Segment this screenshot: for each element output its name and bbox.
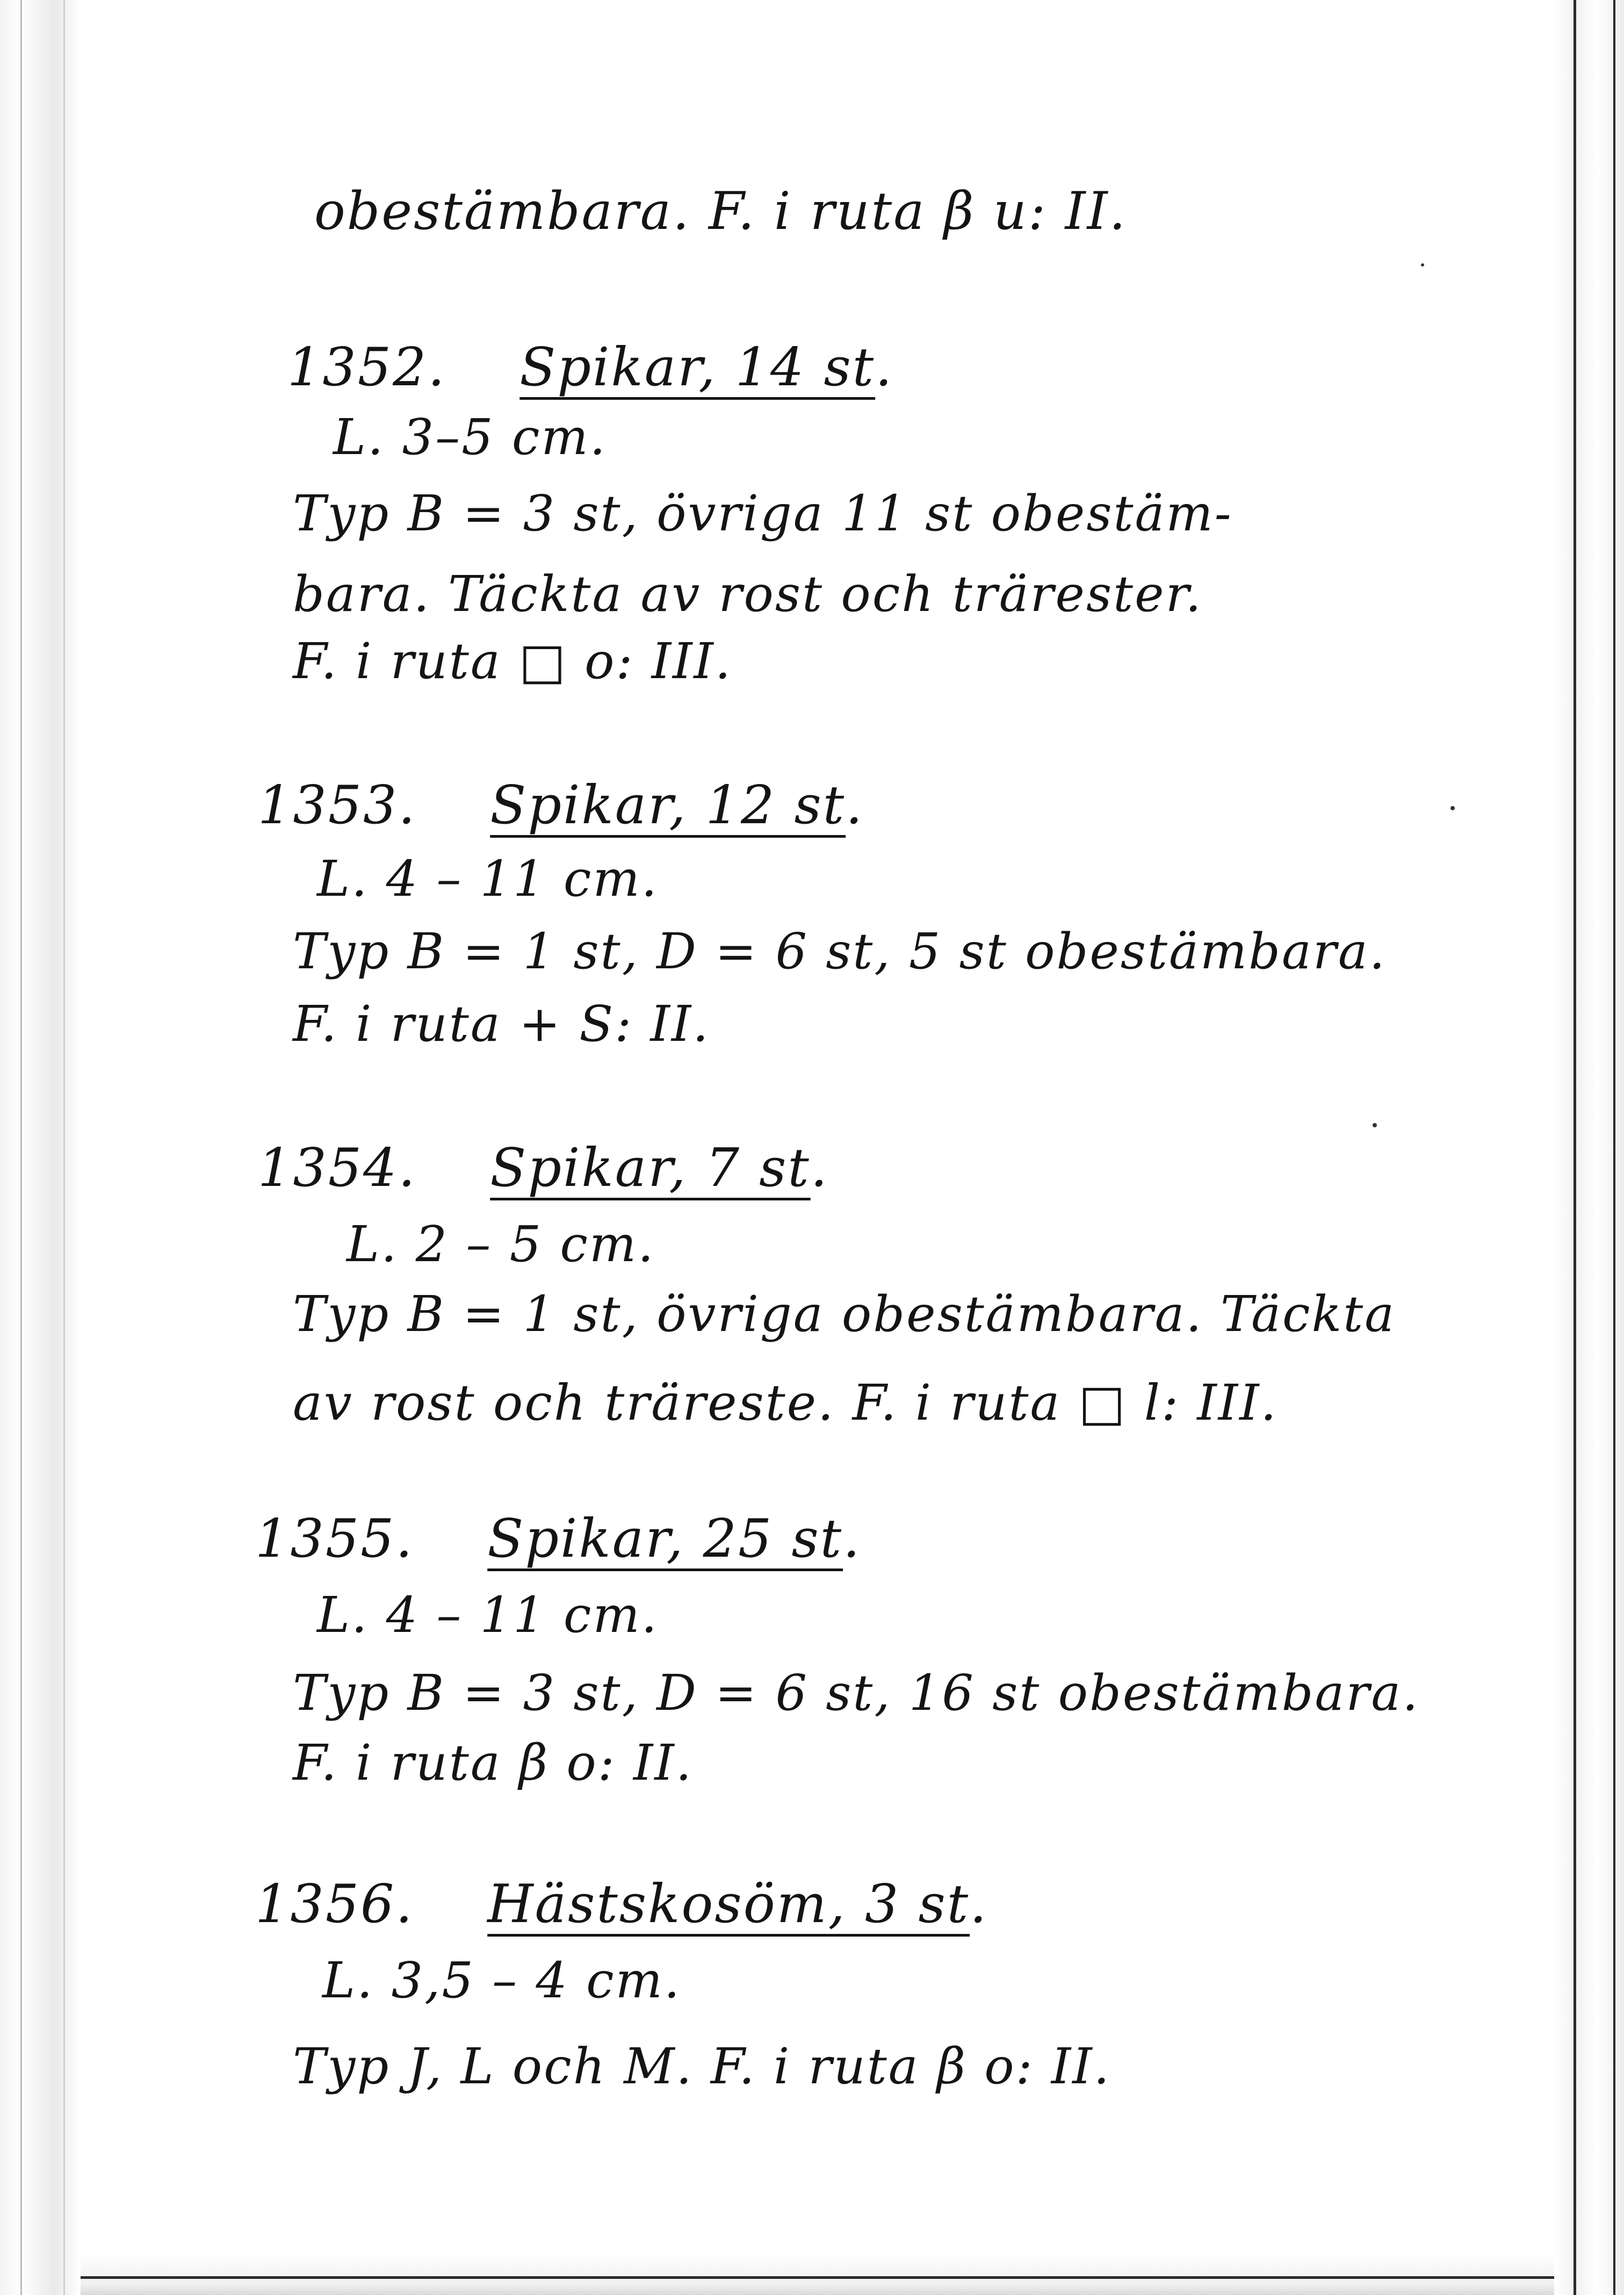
page-right-edge [1554,0,1624,2295]
entry-title-line [258,775,864,836]
entry-title-line [255,1874,988,1935]
page-bottom-edge [81,2252,1554,2295]
entry-text-line: Typ B = 3 st, övriga 11 st obestäm- [293,485,1233,542]
entry-text-line: F. i ruta + S: II. [293,995,710,1053]
page-left-edge [0,0,81,2295]
entry-text-line: F. i ruta □ o: III. [293,632,733,690]
entry-title-end: . [875,337,894,398]
entry-length: L. 4 – 11 cm. [317,850,659,908]
ink-speck [1373,1123,1377,1127]
entry-text-line: Typ B = 3 st, D = 6 st, 16 st obestämbara. [293,1664,1420,1722]
entry-title: Spikar, 25 st [487,1508,843,1570]
entry-title: Spikar, 14 st [519,337,876,398]
entry-length: L. 3–5 cm. [333,408,607,466]
entry-length: L. 4 – 11 cm. [317,1586,659,1644]
entry-text-line: Typ J, L och M. F. i ruta β o: II. [293,2038,1111,2095]
entry-title: Spikar, 12 st [490,775,846,836]
entry-text-line: Typ B = 1 st, övriga obestämbara. Täckta [293,1285,1396,1343]
entry-title-end: . [810,1138,829,1199]
entry-length: L. 3,5 – 4 cm. [322,1952,682,2009]
entry-title: Hästskosöm, 3 st [487,1874,970,1935]
entry-title-end: . [970,1874,988,1935]
entry-text-line: bara. Täckta av rost och trärester. [293,565,1203,623]
entry-title-line [287,337,894,398]
entry-text-line: F. i ruta β o: II. [293,1734,693,1792]
entry-text-line: Typ B = 1 st, D = 6 st, 5 st obestämbara. [293,923,1387,980]
entry-number: 1353. [258,775,417,836]
entry-number: 1355. [255,1508,414,1570]
entry-number: 1352. [287,337,446,398]
entry-title-end: . [843,1508,862,1570]
ink-speck [1450,806,1455,810]
entry-title-end: . [846,775,864,836]
ink-speck [1421,263,1424,267]
entry-title: Spikar, 7 st [490,1138,811,1199]
entry-number: 1354. [258,1138,417,1199]
entry-length: L. 2 – 5 cm. [347,1215,655,1273]
header-line: obestämbara. F. i ruta β u: II. [314,181,1128,241]
entry-number: 1356. [255,1874,414,1935]
entry-title-line [258,1138,829,1199]
entry-title-line [255,1508,862,1570]
entry-text-line: av rost och träreste. F. i ruta □ l: III. [293,1374,1278,1431]
